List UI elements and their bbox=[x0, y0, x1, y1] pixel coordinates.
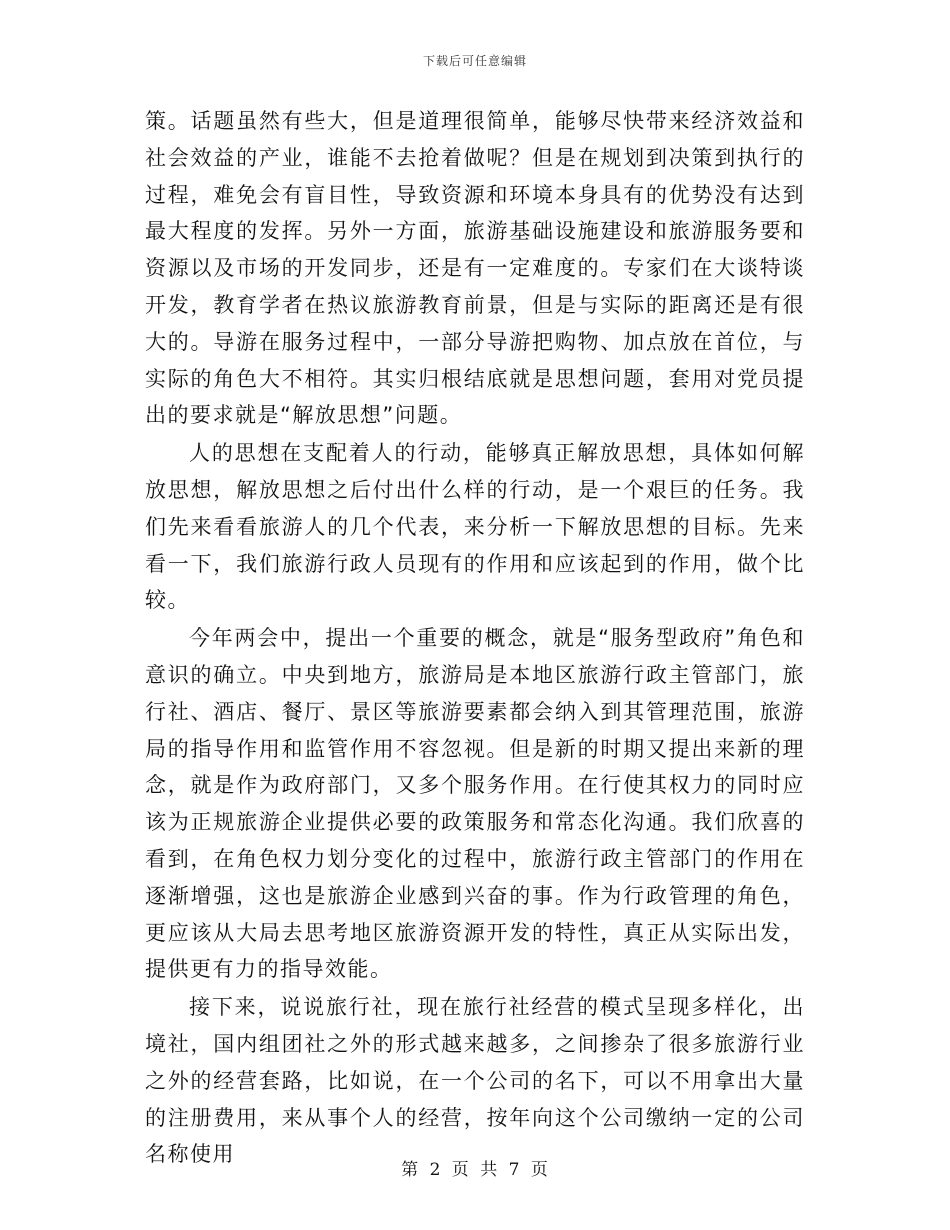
paragraph-3: 今年两会中，提出一个重要的概念，就是“服务型政府”角色和意识的确立。中央到地方，旅游局是本地区旅游行政主管部门，旅行社、酒店、餐厅、景区等旅游要素都会纳入到其管理范围，旅游局的指导作用和监管作用不容忽视。但是新的时期又提出来新的理念，就是作为政府部门，又多个服务作用。在行使其权力的同时应该为正规旅游企业提供必要的政策服务和常态化沟通。我们欣喜的看到，在角色权力划分变化的过程中，旅游行政主管部门的作用在逐渐增强，这也是旅游企业感到兴奋的事。作为行政管理的角色，更应该从大局去思考地区旅游资源开发的特性，真正从实际出发，提供更有力的指导效能。 bbox=[145, 626, 805, 982]
paragraph-1: 策。话题虽然有些大，但是道理很简单，能够尽快带来经济效益和社会效益的产业，谁能不去抢着做呢？但是在规划到决策到执行的过程，难免会有盲目性，导致资源和环境本身具有的优势没有达到最大程度的发挥。另外一方面，旅游基础设施建设和旅游服务要和资源以及市场的开发同步，还是有一定难度的。专家们在大谈特谈开发，教育学者在热议旅游教育前景，但是与实际的距离还是有很大的。导游在服务过程中，一部分导游把购物、加点放在首位，与实际的角色大不相符。其实归根结底就是思想问题，套用对党员提出的要求就是“解放思想”问题。 bbox=[145, 109, 805, 428]
page-header: 下载后可任意编辑 bbox=[422, 54, 527, 68]
paragraph-4: 接下来，说说旅行社，现在旅行社经营的模式呈现多样化，出境社，国内组团社之外的形式越来越多，之间掺杂了很多旅游行业之外的经营套路，比如说，在一个公司的名下，可以不用拿出大量的注册费用，来从事个人的经营，按年向这个公司缴纳一定的公司名称使用 bbox=[145, 995, 805, 1167]
paragraph-2: 人的思想在支配着人的行动，能够真正解放思想，具体如何解放思想，解放思想之后付出什么样的行动，是一个艰巨的任务。我们先来看看旅游人的几个代表，来分析一下解放思想的目标。先来看一下，我们旅游行政人员现有的作用和应该起到的作用，做个比较。 bbox=[145, 441, 805, 613]
page-number: 第 2 页 共 7 页 bbox=[401, 1160, 549, 1180]
document-body bbox=[145, 103, 805, 1173]
